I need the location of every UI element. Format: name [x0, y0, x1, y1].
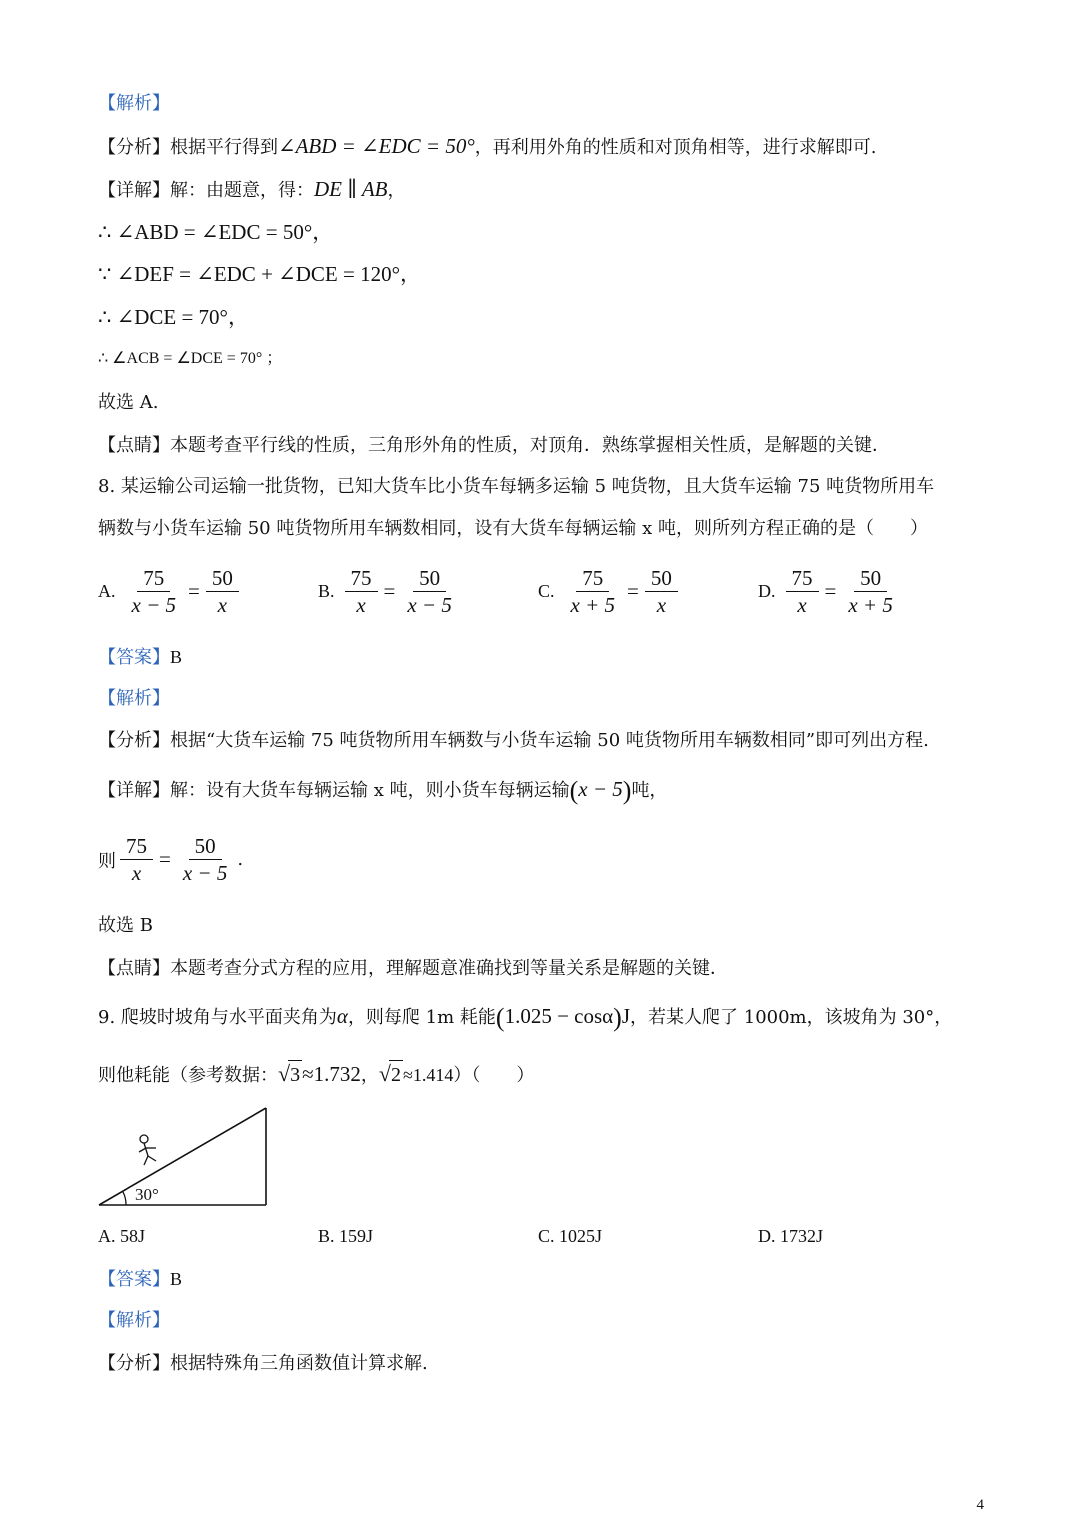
q7-xiangjie-math: DE ∥ AB	[314, 177, 388, 201]
q8-option-c: C. $\frac{75}{x + 5}$ = $\frac{50}{x}$	[538, 565, 682, 618]
q8-fenxi-tag: 【分析】	[98, 730, 170, 751]
angle-label: 30°	[135, 1185, 159, 1204]
sqrt-sign: √	[378, 1061, 391, 1086]
climber-figure	[139, 1135, 156, 1165]
q7-dianjing-text: 本题考查平行线的性质，三角形外角的性质，对顶角．熟练掌握相关性质，是解题的关键．	[170, 435, 890, 456]
q8-fenxi-text: 根据“大货车运输 75 吨货物所用车辆数与小货车运输 50 吨货物所用车辆数相同”即可列出方程.	[170, 730, 929, 751]
q8-xiangjie-pre: 解：设有大货车每辆运输 x 吨，则小货车每辆运输	[170, 780, 570, 801]
q8-stem-line-2: 辆数与小货车运输 50 吨货物所用车辆数相同，设有大货车每辆运输 x 吨，则所列方程正确的是（ ）	[98, 518, 928, 539]
alpha-symbol: α	[336, 1004, 348, 1028]
q7-jiexi-heading: 【解析】	[98, 93, 170, 114]
q8-dianjing	[98, 955, 728, 983]
q7-dianjing-tag: 【点睛】	[98, 435, 170, 456]
q7-choice: 故选 A.	[98, 392, 159, 413]
q7-xiangjie-post: ，	[387, 180, 406, 201]
q8-equation: 则 $\frac{75}{x}$ = $\frac{50}{x - 5}$ .	[98, 834, 244, 885]
q8-option-b: B. $\frac{75}{x}$ = $\frac{50}{x - 5}$	[318, 566, 452, 617]
q7-fenxi-tag: 【分析】	[98, 137, 170, 158]
q8-answer-tag: 【答案】	[98, 647, 170, 668]
q8-answer-value: B	[170, 647, 183, 667]
sqrt-sign: √	[278, 1061, 291, 1086]
q9-jiexi-heading: 【解析】	[98, 1310, 170, 1331]
q7-step-1: ∴ ∠ABD = ∠EDC = 50°，	[98, 220, 334, 244]
q7-fenxi-math: ∠ABD = ∠EDC = 50°	[278, 134, 475, 158]
q9-stem-line-1: 9. 爬坡时坡角与水平面夹角为α，则每爬 1m 耗能(1.025 − cosα)J，若某人爬了 1000m，该坡角为 30°，	[98, 1003, 953, 1032]
q7-step-4: ∴ ∠ACB = ∠DCE = 70° ；	[98, 350, 283, 367]
q9-answer-tag: 【答案】	[98, 1269, 170, 1290]
q8-answer	[98, 643, 182, 672]
q8-xiangjie-math: x − 5	[578, 777, 623, 801]
q9-fenxi	[98, 1350, 428, 1378]
q7-step-2: ∵ ∠DEF = ∠EDC + ∠DCE = 120°，	[98, 262, 421, 286]
angle-arc	[123, 1192, 126, 1205]
q7-fenxi-post: ，再利用外角的性质和对顶角相等，进行求解即可.	[474, 137, 877, 158]
q9-answer-value: B	[170, 1269, 183, 1289]
q7-dianjing	[98, 432, 890, 460]
slope-figure	[96, 1104, 270, 1208]
q9-fenxi-text: 根据特殊角三角函数值计算求解.	[170, 1353, 428, 1374]
q9-energy-expr: 1.025 − cosα	[504, 1004, 614, 1028]
q8-choice: 故选 B	[98, 915, 153, 936]
q9-option-d: D. 1732J	[758, 1226, 824, 1246]
q7-step-3: ∴ ∠DCE = 70°，	[98, 305, 249, 329]
q8-ze: 则	[98, 850, 116, 872]
q8-jiexi-heading: 【解析】	[98, 688, 170, 709]
q8-fenxi	[98, 727, 929, 755]
q8-option-d: D. $\frac{75}{x}$ = $\frac{50}{x + 5}$	[758, 566, 893, 617]
q9-stem-line-2: 则他耗能（参考数据：√3≈1.732，√2 ≈1.414）（ ）	[98, 1060, 534, 1090]
q9-fenxi-tag: 【分析】	[98, 1353, 170, 1374]
q8-dianjing-tag: 【点睛】	[98, 958, 170, 979]
q8-xiangjie-post: 吨，	[631, 780, 668, 801]
q9-option-a: A. 58J	[98, 1226, 146, 1246]
q9-option-b: B. 159J	[318, 1226, 374, 1246]
q8-option-a: A. $\frac{75}{x - 5}$ = $\frac{50}{x}$	[98, 565, 243, 618]
q7-xiangjie-tag: 【详解】	[98, 180, 170, 201]
q9-answer	[98, 1265, 182, 1294]
q8-xiangjie-tag: 【详解】	[98, 780, 170, 801]
q7-xiangjie-pre: 解：由题意，得：	[170, 180, 314, 201]
q8-stem-line-1: 8. 某运输公司运输一批货物，已知大货车比小货车每辆多运输 5 吨货物，且大货车运输 75 吨货物所用车	[98, 476, 935, 497]
q8-dianjing-text: 本题考查分式方程的应用，理解题意准确找到等量关系是解题的关键．	[170, 958, 728, 979]
q8-xiangjie: 【详解】解：设有大货车每辆运输 x 吨，则小货车每辆运输(x − 5)吨，	[98, 776, 668, 805]
slope-hypotenuse	[99, 1108, 266, 1205]
q9-option-c: C. 1025J	[538, 1226, 603, 1246]
page-number: 4	[976, 1497, 984, 1513]
q7-fenxi-pre: 根据平行得到	[170, 137, 278, 158]
q7-xiangjie	[98, 175, 405, 205]
q7-fenxi	[98, 132, 877, 162]
